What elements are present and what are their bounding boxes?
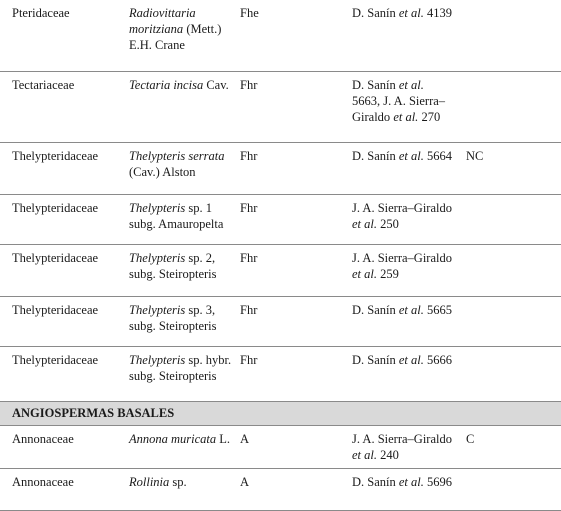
species-authority: sp. 2, subg. Steiropteris (129, 251, 217, 281)
habit-cell: Fhr (240, 78, 258, 92)
species-cell (129, 352, 233, 384)
section-heading: ANGIOSPERMAS BASALES (12, 406, 175, 420)
section-heading-row (0, 402, 561, 426)
table-row (0, 0, 561, 72)
family-cell: Annonaceae (12, 475, 74, 489)
habit-cell: Fhr (240, 149, 258, 163)
voucher-cell (352, 431, 452, 463)
species-name-italic: Rollinia (129, 475, 170, 489)
species-authority: sp. 1 subg. Amauropelta (129, 201, 224, 231)
voucher-etal: et al. (352, 217, 377, 231)
species-authority: Cav. (206, 78, 229, 92)
voucher-number: 250 (377, 217, 399, 231)
species-cell (129, 200, 233, 232)
species-cell (129, 474, 233, 490)
family-cell: Annonaceae (12, 432, 74, 446)
species-cell (129, 148, 233, 180)
table-row (0, 297, 561, 347)
voucher-etal: et al. (398, 149, 424, 163)
species-cell (129, 431, 233, 447)
species-cell (129, 77, 233, 93)
voucher-cell (352, 200, 452, 232)
voucher-collector: J. A. Sierra–Giraldo (352, 251, 452, 265)
voucher-number: 5663, J. A. Sierra–Giraldo (352, 94, 446, 124)
table-row (0, 347, 561, 402)
family-cell: Thelypteridaceae (12, 251, 99, 265)
voucher-number: 5666 (423, 353, 452, 367)
species-authority: L. (219, 432, 231, 446)
voucher-number: 5696 (423, 475, 452, 489)
table-row (0, 469, 561, 511)
voucher-etal: et al. (352, 448, 377, 462)
status-cell: NC (466, 149, 484, 163)
habit-cell: Fhr (240, 353, 258, 367)
table-row (0, 195, 561, 245)
species-cell (129, 302, 233, 334)
voucher-number: 270 (418, 110, 441, 124)
voucher-etal: et al. (352, 267, 377, 281)
voucher-cell (352, 250, 452, 282)
voucher-number: 259 (377, 267, 399, 281)
species-name-italic: Annona muricata (129, 432, 217, 446)
voucher-cell (352, 5, 452, 21)
habit-cell: Fhe (240, 6, 259, 20)
species-authority: (Cav.) Alston (129, 165, 196, 179)
family-cell: Thelypteridaceae (12, 201, 99, 215)
table-row (0, 245, 561, 297)
voucher-collector: D. Sanín (352, 149, 399, 163)
voucher-cell (352, 77, 452, 125)
species-cell (129, 250, 233, 282)
status-cell: C (466, 432, 475, 446)
voucher-collector: D. Sanín (352, 6, 399, 20)
species-name-italic: Thelypteris (129, 201, 186, 215)
voucher-number: 240 (377, 448, 399, 462)
species-authority: sp. hybr. subg. Steiropteris (129, 353, 232, 383)
species-authority: sp. 3, subg. Steiropteris (129, 303, 217, 333)
family-cell: Thelypteridaceae (12, 149, 99, 163)
voucher-etal: et al. (398, 6, 424, 20)
voucher-cell (352, 302, 452, 318)
voucher-number: 4139 (423, 6, 452, 20)
voucher-etal: et al. (398, 353, 424, 367)
species-authority: sp. (172, 475, 187, 489)
voucher-etal: et al. (393, 110, 419, 124)
voucher-collector: D. Sanín (352, 353, 399, 367)
voucher-cell (352, 148, 452, 164)
species-name-italic: Thelypteris (129, 303, 186, 317)
voucher-etal: et al. (398, 303, 424, 317)
species-name-italic: Thelypteris serrata (129, 149, 225, 163)
voucher-collector: J. A. Sierra–Giraldo (352, 432, 452, 446)
family-cell: Tectariaceae (12, 78, 75, 92)
voucher-etal: et al. (398, 475, 424, 489)
species-cell (129, 5, 233, 53)
species-name-italic: Thelypteris (129, 353, 186, 367)
table-row (0, 426, 561, 469)
table-row (0, 143, 561, 195)
family-cell: Pteridaceae (12, 6, 70, 20)
species-name-italic: Tectaria incisa (129, 78, 204, 92)
table-row (0, 72, 561, 143)
voucher-cell (352, 474, 452, 490)
habit-cell: A (240, 475, 250, 489)
voucher-etal: et al. (398, 78, 424, 92)
habit-cell: A (240, 432, 250, 446)
voucher-collector: D. Sanín (352, 78, 399, 92)
family-cell: Thelypteridaceae (12, 303, 99, 317)
voucher-number: 5665 (423, 303, 452, 317)
habit-cell: Fhr (240, 251, 258, 265)
voucher-cell (352, 352, 452, 368)
habit-cell: Fhr (240, 303, 258, 317)
voucher-collector: D. Sanín (352, 303, 399, 317)
voucher-collector: D. Sanín (352, 475, 399, 489)
family-cell: Thelypteridaceae (12, 353, 99, 367)
voucher-collector: J. A. Sierra–Giraldo (352, 201, 452, 215)
voucher-number: 5664 (423, 149, 452, 163)
species-authority: (Mett.) E.H. Crane (129, 22, 222, 52)
species-name-italic: Radiovittaria moritziana (129, 6, 196, 36)
habit-cell: Fhr (240, 201, 258, 215)
species-name-italic: Thelypteris (129, 251, 186, 265)
